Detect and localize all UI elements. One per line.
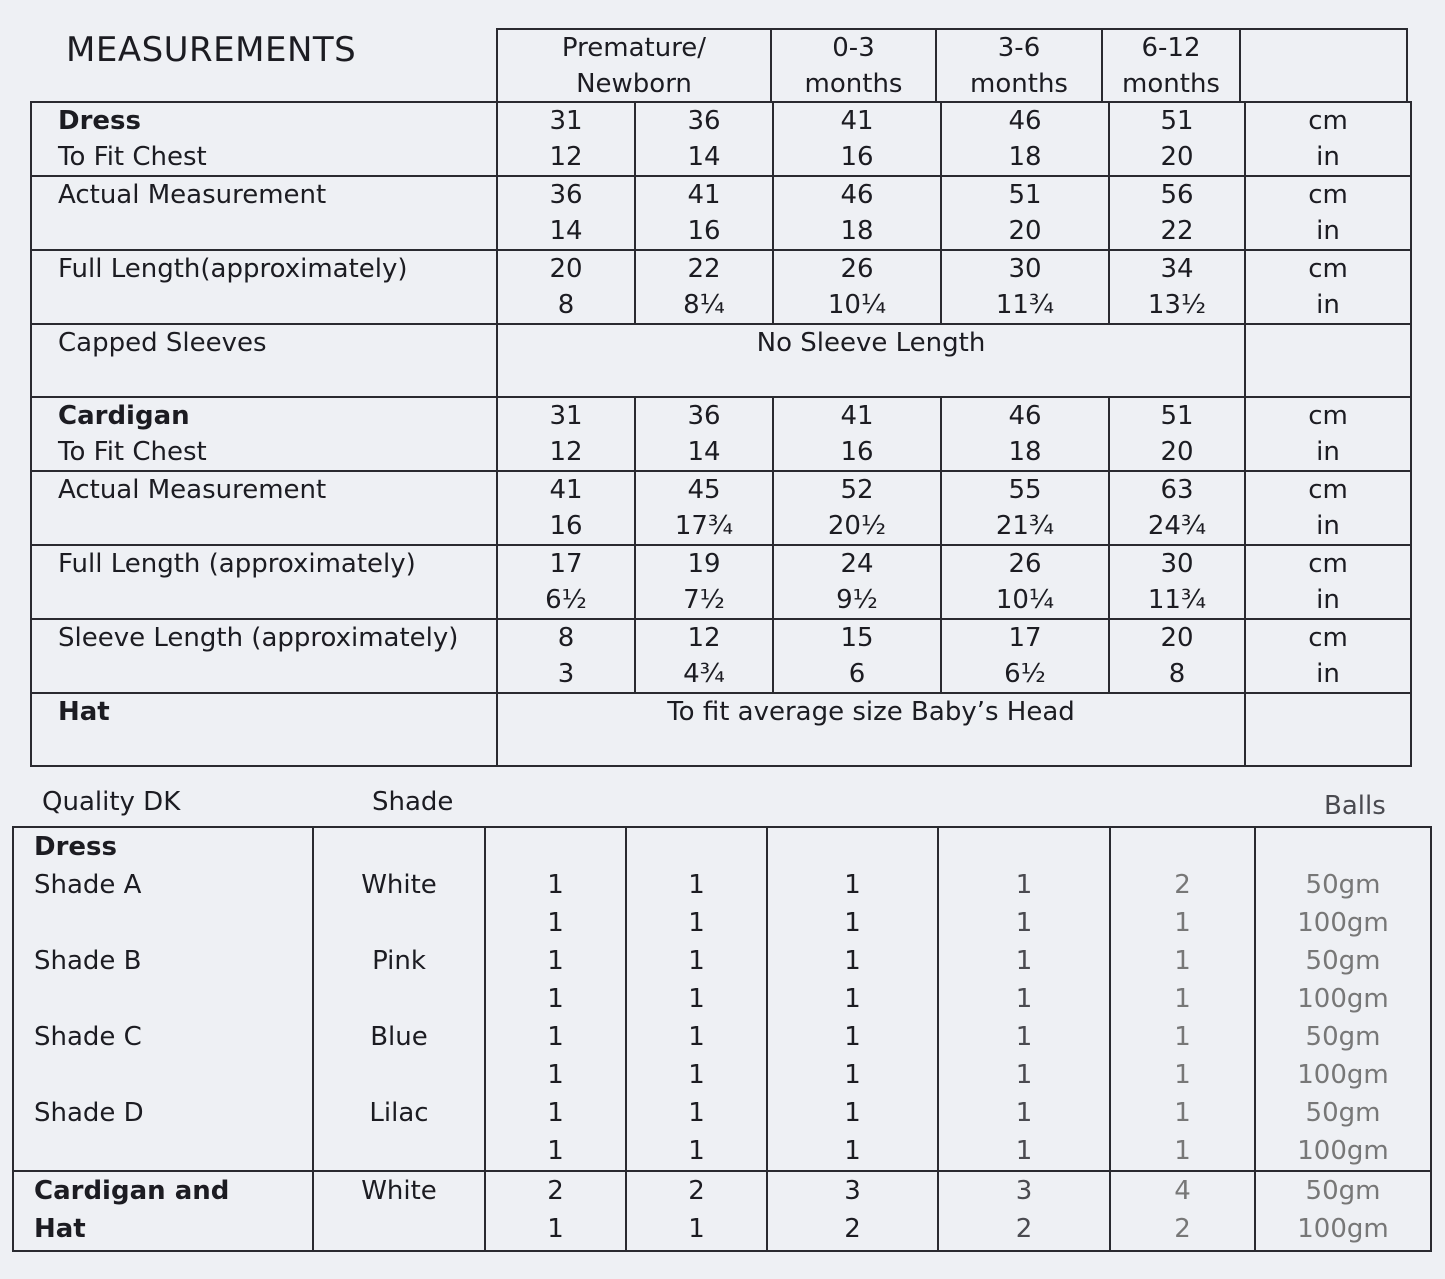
row-label: Cardigan To Fit Chest [31, 397, 497, 471]
table-row [13, 827, 1431, 1171]
cell: 20 8 [1109, 619, 1245, 693]
table-row [31, 176, 1411, 250]
count-col: 1 1 1 1 1 1 1 1 [485, 827, 626, 1171]
unit-cell [1245, 324, 1411, 397]
cell: 19 7½ [635, 545, 773, 619]
table-row [31, 619, 1411, 693]
cell: 41 16 [773, 397, 941, 471]
cell: 31 12 [497, 397, 635, 471]
balls-heading: Balls [1324, 791, 1386, 821]
table-row [31, 102, 1411, 176]
page-title: MEASUREMENTS [66, 30, 357, 70]
measurements-table [30, 101, 1412, 767]
size-header-6-12: 6-12 months [1102, 29, 1240, 102]
count-col: 1 1 1 1 1 1 1 1 [767, 827, 938, 1171]
unit-cell: cm in [1245, 102, 1411, 176]
count-col: 1 1 1 1 1 1 1 1 [938, 827, 1110, 1171]
cell: 41 16 [773, 102, 941, 176]
cell: 51 20 [1109, 102, 1245, 176]
cell: 22 8¼ [635, 250, 773, 324]
cell: 45 17¾ [635, 471, 773, 545]
row-label: Hat [31, 693, 497, 766]
unit-cell [1245, 693, 1411, 766]
table-row [31, 324, 1411, 397]
cell: 36 14 [635, 102, 773, 176]
cell: 12 4¾ [635, 619, 773, 693]
count-col: 1 1 1 1 1 1 1 1 [626, 827, 767, 1171]
unit-cell: cm in [1245, 250, 1411, 324]
table-row [31, 693, 1411, 766]
table-row [31, 545, 1411, 619]
yarn-table [12, 826, 1432, 1252]
unit-cell: cm in [1245, 397, 1411, 471]
cell: 30 11¾ [941, 250, 1109, 324]
row-label: Sleeve Length (approximately) [31, 619, 497, 693]
cell: 24 9½ [773, 545, 941, 619]
cell: 46 18 [773, 176, 941, 250]
cell: 20 8 [497, 250, 635, 324]
count-cell: 3 2 [767, 1171, 938, 1251]
cell: 51 20 [941, 176, 1109, 250]
cell: 17 6½ [497, 545, 635, 619]
cell: 26 10¼ [773, 250, 941, 324]
shade-heading: Shade [372, 787, 454, 817]
count-cell: 2 1 [626, 1171, 767, 1251]
cell: 63 24¾ [1109, 471, 1245, 545]
weight-col: 50gm 100gm 50gm 100gm 50gm 100gm 50gm 100gm [1255, 827, 1431, 1171]
cell: 56 22 [1109, 176, 1245, 250]
cell: 15 6 [773, 619, 941, 693]
cell: 41 16 [497, 471, 635, 545]
row-label: Actual Measurement [31, 471, 497, 545]
row-label: Full Length(approximately) [31, 250, 497, 324]
cell-span: No Sleeve Length [497, 324, 1245, 397]
table-row [31, 397, 1411, 471]
table-row [31, 250, 1411, 324]
unit-cell: cm in [1245, 545, 1411, 619]
cell: 46 18 [941, 397, 1109, 471]
cell: 36 14 [497, 176, 635, 250]
cell: 41 16 [635, 176, 773, 250]
table-row [31, 471, 1411, 545]
cell: 26 10¼ [941, 545, 1109, 619]
row-label: Dress To Fit Chest [31, 102, 497, 176]
count-cell: 4 2 [1110, 1171, 1255, 1251]
size-header-premature: Premature/ Newborn [497, 29, 771, 102]
count-cell: 2 1 [485, 1171, 626, 1251]
row-label: Full Length (approximately) [31, 545, 497, 619]
unit-cell: cm in [1245, 471, 1411, 545]
unit-cell: cm in [1245, 619, 1411, 693]
cell: 34 13½ [1109, 250, 1245, 324]
shade-color: White [313, 1171, 485, 1251]
cell: 17 6½ [941, 619, 1109, 693]
cell: 8 3 [497, 619, 635, 693]
cell-span: To fit average size Baby’s Head [497, 693, 1245, 766]
cell: 36 14 [635, 397, 773, 471]
unit-cell: cm in [1245, 176, 1411, 250]
weight-cell: 50gm 100gm [1255, 1171, 1431, 1251]
size-header-blank [1240, 29, 1407, 102]
quality-label: Quality DK [42, 787, 181, 817]
row-label: Cardigan and Hat [13, 1171, 313, 1251]
size-header-3-6: 3-6 months [936, 29, 1102, 102]
cell: 31 12 [497, 102, 635, 176]
cell: 55 21¾ [941, 471, 1109, 545]
shade-colors: White Pink Blue Lilac [313, 827, 485, 1171]
size-header-0-3: 0-3 months [771, 29, 936, 102]
count-cell: 3 2 [938, 1171, 1110, 1251]
cell: 51 20 [1109, 397, 1245, 471]
count-col: 2 1 1 1 1 1 1 1 [1110, 827, 1255, 1171]
size-header [496, 28, 1408, 102]
table-row [13, 1171, 1431, 1251]
cell: 52 20½ [773, 471, 941, 545]
cell: 46 18 [941, 102, 1109, 176]
cell: 30 11¾ [1109, 545, 1245, 619]
row-label: Actual Measurement [31, 176, 497, 250]
row-label: Capped Sleeves [31, 324, 497, 397]
row-label: Dress Shade A Shade B Shade C Shade D [13, 827, 313, 1171]
